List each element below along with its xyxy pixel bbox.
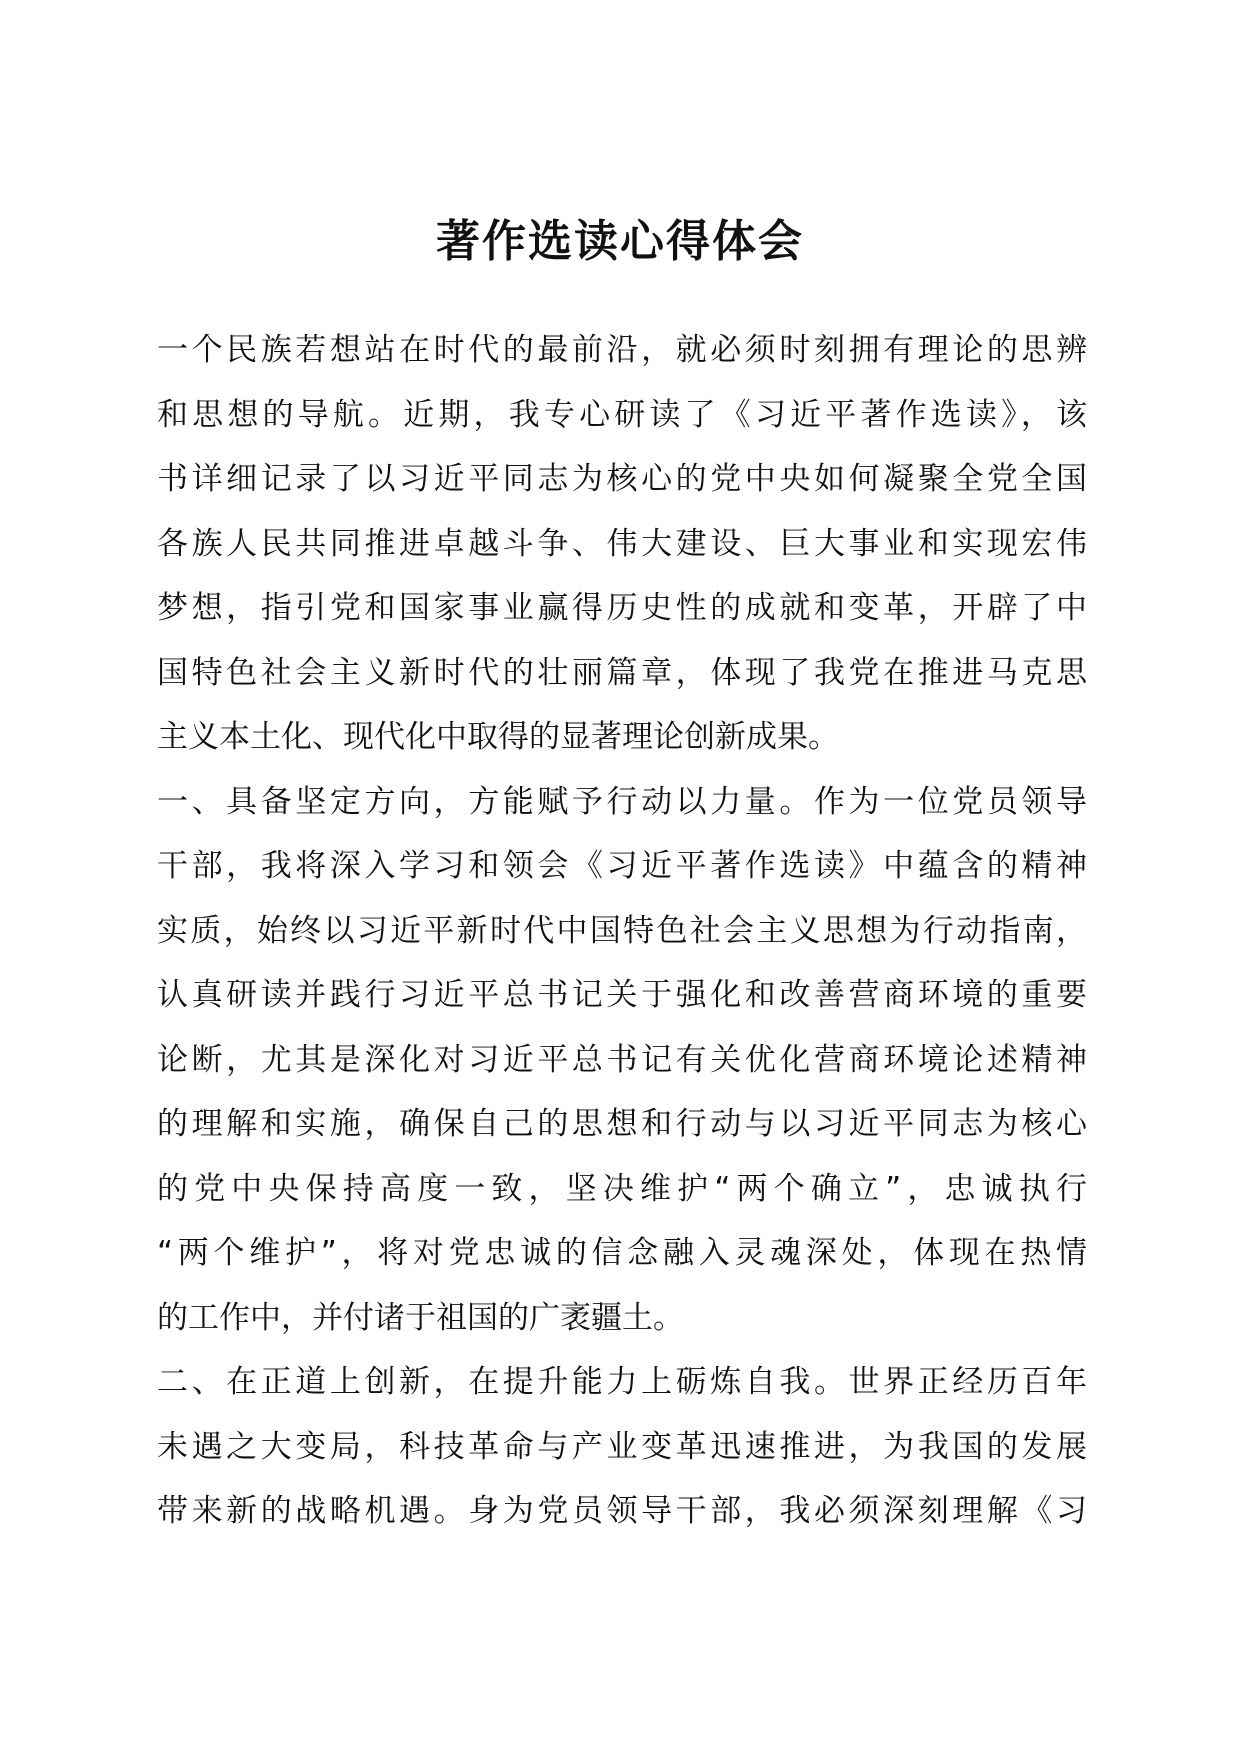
text-line-7: 主义本土化、现代化中取得的显著理论创新成果。 — [157, 719, 839, 755]
text-line-11: 认真研读并践行习近平总书记关于强化和改善营商环境的重要 — [157, 977, 1087, 1013]
text-line-6: 国特色社会主义新时代的壮丽篇章，体现了我党在推进马克思 — [157, 654, 1087, 691]
text-line-12: 论断，尤其是深化对习近平总书记有关优化营商环境论述精神 — [157, 1041, 1087, 1078]
document-body — [157, 318, 1087, 1544]
text-line-5: 梦想，指引党和国家事业赢得历史性的成就和变革，开辟了中 — [157, 590, 1087, 626]
text-line-10: 实质，始终以习近平新时代中国特色社会主义思想为行动指南， — [157, 912, 1087, 949]
document-title: 著作选读心得体会 — [436, 216, 804, 267]
text-line-17: 二、在正道上创新，在提升能力上砺炼自我。世界正经历百年 — [157, 1364, 1087, 1400]
text-line-2: 和思想的导航。近期，我专心研读了《习近平著作选读》，该 — [157, 396, 1087, 433]
text-line-13: 的理解和实施，确保自己的思想和行动与以习近平同志为核心 — [157, 1106, 1087, 1142]
text-line-1: 一个民族若想站在时代的最前沿，就必须时刻拥有理论的思辨 — [157, 332, 1087, 368]
text-line-3: 书详细记录了以习近平同志为核心的党中央如何凝聚全党全国 — [157, 461, 1087, 497]
text-line-15: “两个维护”，将对党忠诚的信念融入灵魂深处，体现在热情 — [157, 1235, 1087, 1271]
text-line-16: 的工作中，并付诸于祖国的广袤疆土。 — [157, 1299, 684, 1336]
text-line-19: 带来新的战略机遇。身为党员领导干部，我必须深刻理解《习 — [157, 1493, 1087, 1529]
text-line-18: 未遇之大变局，科技革命与产业变革迅速推进，为我国的发展 — [157, 1428, 1087, 1465]
text-line-4: 各族人民共同推进卓越斗争、伟大建设、巨大事业和实现宏伟 — [157, 525, 1087, 562]
text-line-8: 一、具备坚定方向，方能赋予行动以力量。作为一位党员领导 — [157, 783, 1087, 820]
text-line-14: 的党中央保持高度一致，坚决维护“两个确立”，忠诚执行 — [157, 1170, 1087, 1207]
text-line-9: 干部，我将深入学习和领会《习近平著作选读》中蕴含的精神 — [157, 848, 1087, 884]
